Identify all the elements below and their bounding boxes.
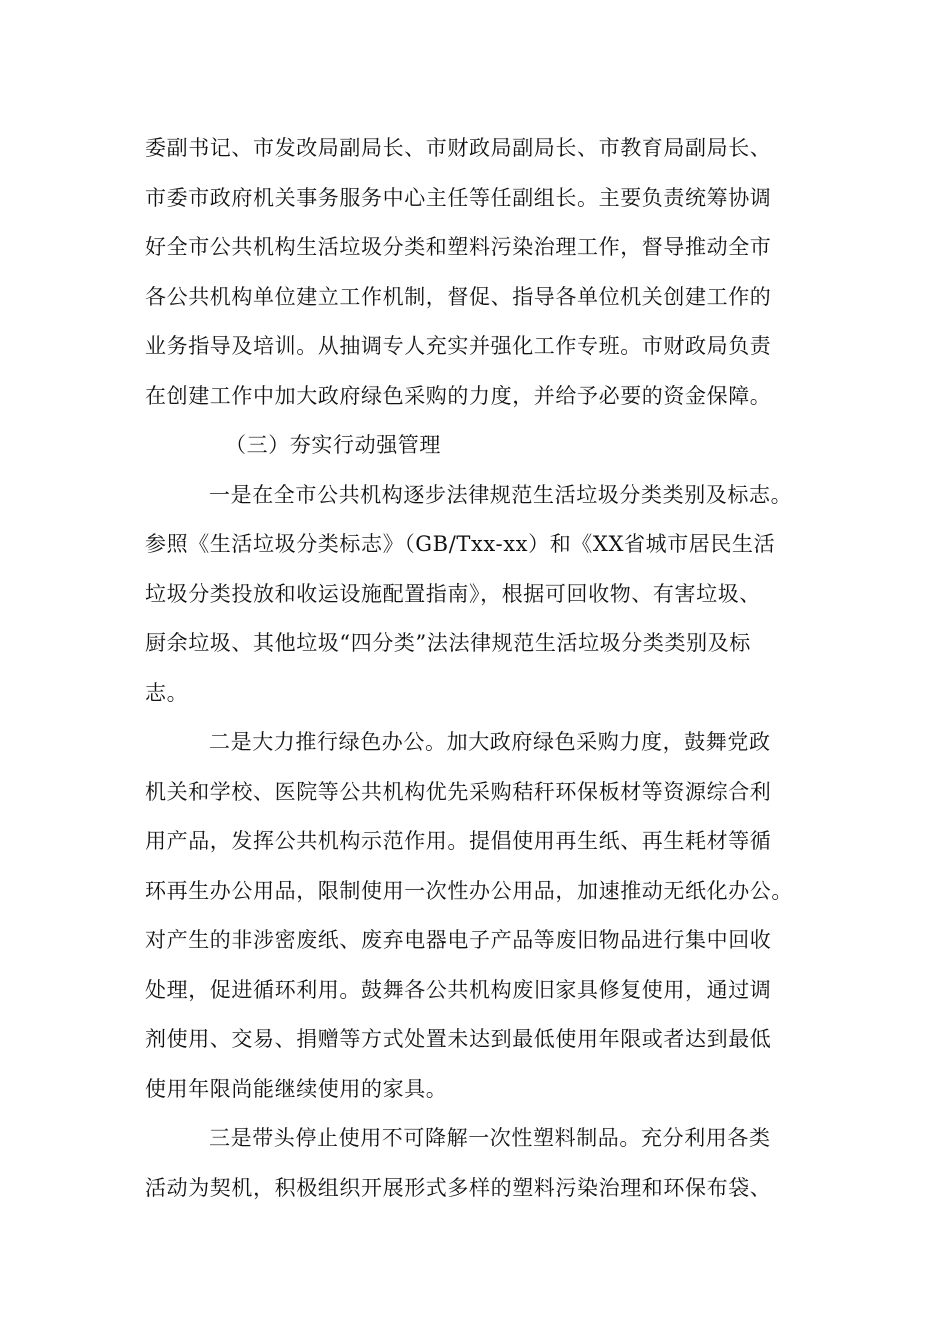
text-line: 市委市政府机关事务服务中心主任等任副组长。主要负责统筹协调 <box>145 185 772 210</box>
text-line: 业务指导及培训。从抽调专人充实并强化工作专班。市财政局负责 <box>145 334 772 358</box>
text-line: 一是在全市公共机构逐步法律规范生活垃圾分类类别及标志。 <box>209 482 793 507</box>
text-line: 好全市公共机构生活垃圾分类和塑料污染治理工作，督导推动全市 <box>145 235 772 259</box>
text-line: 活动为契机，积极组织开展形式多样的塑料污染治理和环保布袋、 <box>145 1175 772 1200</box>
text-line: 各公共机构单位建立工作机制，督促、指导各单位机关创建工作的 <box>145 284 772 309</box>
text-line: 垃圾分类投放和收运设施配置指南》，根据可回收物、有害垃圾、 <box>145 581 761 606</box>
text-line: 处理，促进循环利用。鼓舞各公共机构废旧家具修复使用，通过调 <box>145 977 772 1002</box>
text-line: 用产品，发挥公共机构示范作用。提倡使用再生纸、再生耗材等循 <box>145 829 772 853</box>
section-heading: （三）夯实行动强管理 <box>225 433 441 457</box>
paragraph-classification <box>145 471 835 719</box>
text-line: 对产生的非涉密废纸、废弃电器电子产品等废旧物品进行集中回收 <box>145 928 772 952</box>
document-body <box>145 124 835 1213</box>
text-line: 厨余垃圾、其他垃圾“四分类”法法律规范生活垃圾分类类别及标 <box>145 631 751 655</box>
text-line: 二是大力推行绿色办公。加大政府绿色采购力度，鼓舞党政 <box>209 730 771 754</box>
text-line: 环再生办公用品，限制使用一次性办公用品，加速推动无纸化办公。 <box>145 878 793 903</box>
text-line: 委副书记、市发改局副局长、市财政局副局长、市教育局副局长、 <box>145 136 772 160</box>
text-line: 使用年限尚能继续使用的家具。 <box>145 1076 448 1101</box>
paragraph-continuation <box>145 124 835 421</box>
text-line: 志。 <box>145 680 189 705</box>
paragraph-plastic <box>145 1114 835 1213</box>
text-line: 机关和学校、医院等公共机构优先采购秸秆环保板材等资源综合利 <box>145 779 772 804</box>
paragraph-green-office <box>145 718 835 1114</box>
text-line: 剂使用、交易、捐赠等方式处置未达到最低使用年限或者达到最低 <box>145 1027 772 1051</box>
text-line: 在创建工作中加大政府绿色采购的力度，并给予必要的资金保障。 <box>145 383 772 408</box>
text-line: 参照《生活垃圾分类标志》（GB/Txx-xx）和《XX省城市居民生活 <box>145 532 776 556</box>
text-line: 三是带头停止使用不可降解一次性塑料制品。充分利用各类 <box>209 1126 771 1150</box>
